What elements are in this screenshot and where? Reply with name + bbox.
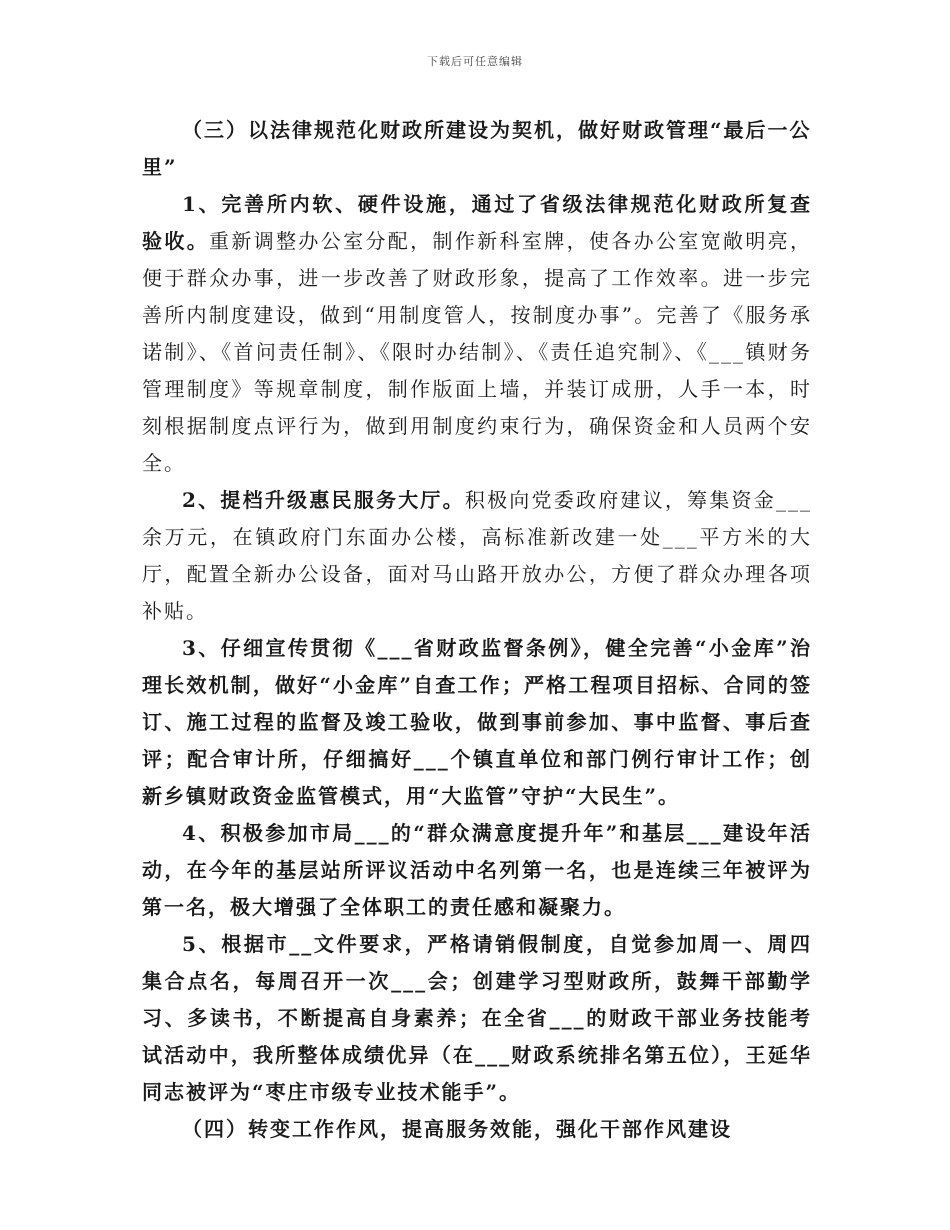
paragraph-item-4: 4、积极参加市局___的“群众满意度提升年”和基层___建设年活动，在今年的基层站所评议活动中名列第一名，也是连续三年被评为第一名，极大增强了全体职工的责任感和凝聚力。 [142, 821, 812, 919]
paragraph-item-1 [142, 186, 812, 482]
section-heading-4: （四）转变工作作风，提高服务效能，强化干部作风建设 [182, 1117, 732, 1141]
paragraph-item-2 [142, 482, 812, 630]
paragraph-item-5: 5、根据市__文件要求，严格请销假制度，自觉参加周一、周四集合点名，每周召开一次___会；创建学习型财政所，鼓舞干部勤学习、多读书，不断提高自身素养；在全省___的财政干部业务技能考试活动中，我所整体成绩优异（在___财政系统排名第五位），王延华同志被评为“枣庄市级专业技术能手”。 [142, 932, 812, 1104]
item-1-body: 重新调整办公室分配，制作新科室牌，使各办公室宽敞明亮，便于群众办事，进一步改善了财政形象，提高了工作效率。进一步完善所内制度建设，做到“用制度管人，按制度办事”。完善了《服务承诺制》、《首问责任制》、《限时办结制》、《责任追究制》、《___镇财务管理制度》等规章制度，制作版面上墙，并装订成册，人手一本，时刻根据制度点评行为，做到用制度约束行为，确保资金和人员两个安全。 [142, 229, 813, 475]
item-2-body: 积极向党委政府建议，筹集资金___余万元，在镇政府门东面办公楼，高标准新改建一处___平方米的大厅，配置全新办公设备，面对马山路开放办公，方便了群众办理各项补贴。 [142, 488, 812, 623]
document-body [142, 112, 812, 1148]
paragraph-item-3: 3、仔细宣传贯彻《___省财政监督条例》，健全完善“小金库”治理长效机制，做好“小金库”自查工作；严格工程项目招标、合同的签订、施工过程的监督及竣工验收，做到事前参加、事中监督、事后查评；配合审计所，仔细搞好___个镇直单位和部门例行审计工作；创新乡镇财政资金监管模式，用“大监管”守护“大民生”。 [142, 636, 812, 808]
page-header: 下载后可任意编辑 [427, 55, 523, 68]
section-heading-3: （三）以法律规范化财政所建设为契机，做好财政管理“最后一公里” [142, 118, 812, 179]
item-1-lead: 1、完善所内软、硬件设施，通过了省级法律规范化财政所复查验收。 [142, 192, 812, 253]
item-2-lead: 2、提档升级惠民服务大厅。 [182, 488, 465, 512]
